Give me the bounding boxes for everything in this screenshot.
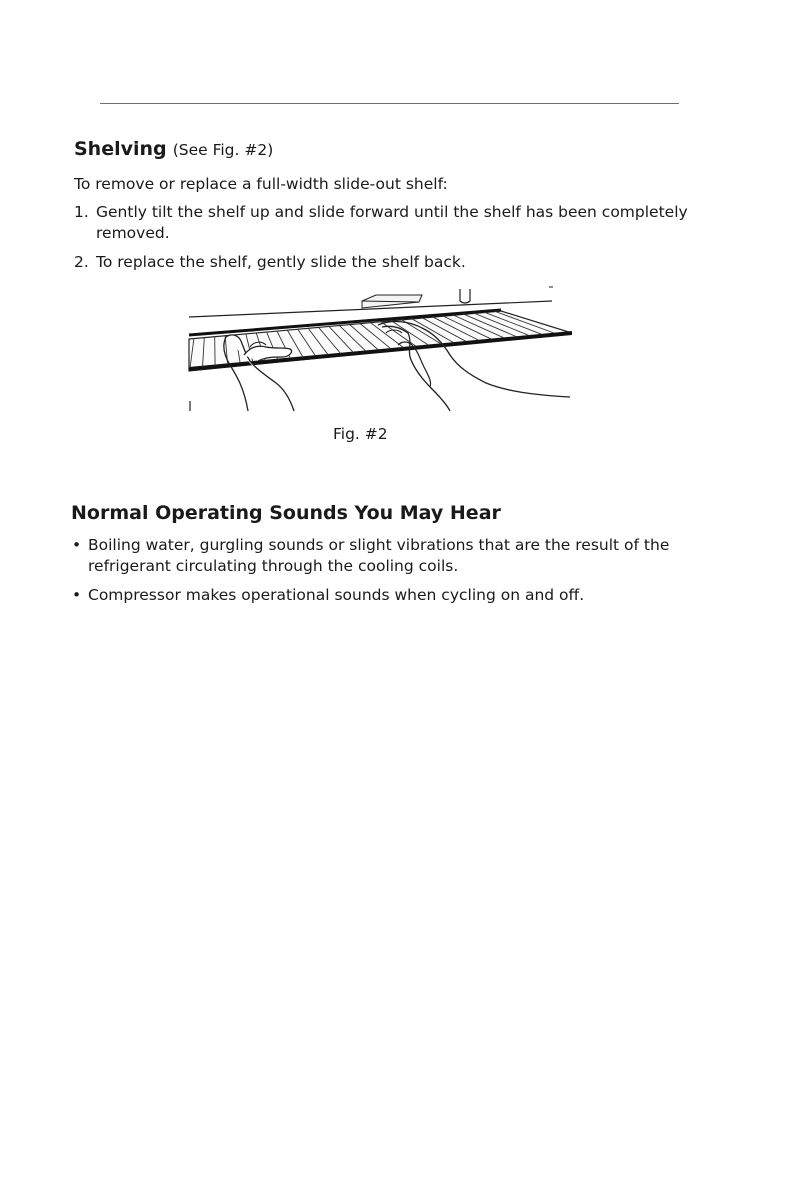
step-2-line-1: To replace the shelf, gently slide the shelf back.: [96, 253, 466, 271]
sound-bullet-1-line-1: Boiling water, gurgling sounds or slight vibrations that are the result of the: [88, 536, 670, 554]
drain-fixture: [460, 289, 470, 303]
shelving-intro: To remove or replace a full-width slide-out shelf:: [74, 175, 448, 193]
shelving-heading: [74, 136, 273, 163]
bullet-dot: •: [72, 586, 82, 604]
shelving-title: Shelving: [74, 138, 167, 160]
header-divider: [100, 103, 679, 104]
step-1-line-2: removed.: [96, 224, 170, 242]
sound-bullet-2-line-1: Compressor makes operational sounds when cycling on and off.: [88, 586, 585, 604]
step-2-number: 2.: [74, 253, 89, 271]
shelving-figure-ref: (See Fig. #2): [172, 141, 274, 159]
bullet-dot: •: [72, 536, 82, 554]
step-1-line-1: Gently tilt the shelf up and slide forward until the shelf has been completely: [96, 203, 688, 221]
sounds-heading: Normal Operating Sounds You May Hear: [71, 502, 501, 524]
figure-caption: Fig. #2: [333, 425, 388, 443]
sound-bullet-1-line-2: refrigerant circulating through the cooling coils.: [88, 557, 459, 575]
step-1-number: 1.: [74, 203, 89, 221]
shelf-removal-illustration: [186, 283, 572, 415]
